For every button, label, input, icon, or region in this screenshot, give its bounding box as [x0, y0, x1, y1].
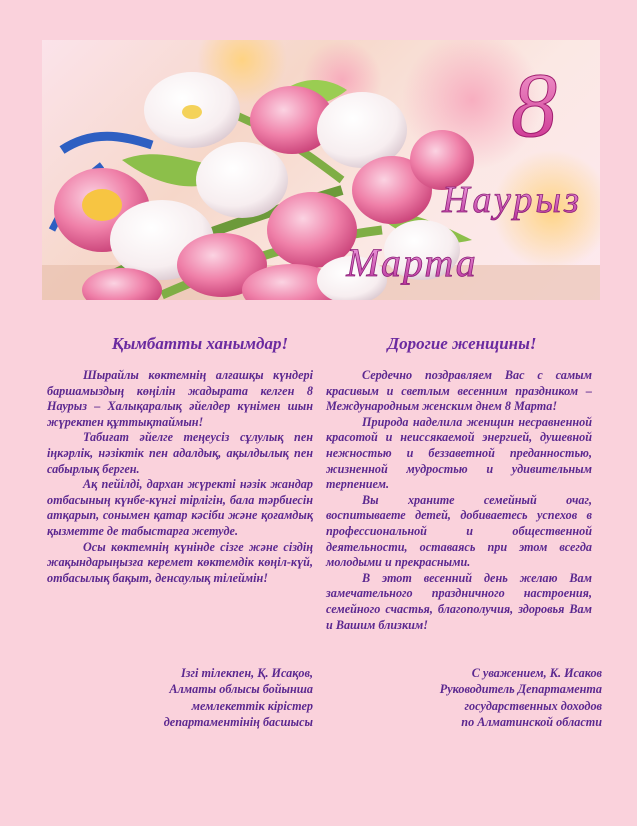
- word-marta: Марта: [346, 240, 478, 285]
- number-eight: 8: [511, 54, 557, 156]
- word-nauryz: Наурыз: [442, 179, 582, 221]
- right-title: Дорогие женщины!: [387, 334, 537, 353]
- signature-line: мемлекеттік кірістер: [191, 698, 313, 713]
- greeting-paragraph: Ақ пейілді, дархан жүректі нәзік жандар отбасының күнбе-күнгі тірлігін, бала тәрбиесін атқарып, сонымен қатар кәсіби және қоғамдық қызметте де табыстарға жетуде.: [47, 477, 313, 538]
- right-greeting-body: [326, 368, 592, 633]
- signature-line: департаментінің басшысы: [163, 714, 313, 729]
- left-signature: [41, 665, 313, 730]
- left-title: Қымбатты ханымдар!: [111, 334, 289, 353]
- greeting-paragraph: В этот весенний день желаю Вам замечательного праздничного настроения, семейного счастья, благополучия, здоровья Вам и Вашим близким!: [326, 570, 592, 632]
- right-signature: [330, 665, 602, 730]
- header-banner: [42, 40, 600, 300]
- signature-line: С уважением, К. Исаков: [471, 666, 602, 680]
- greeting-paragraph: Табиғат әйелге теңеусіз сұлулық пен іңкәрлік, нәзіктік пен адалдық, ақылдылық пен сабырлық берген.: [47, 430, 313, 476]
- greeting-paragraph: Сердечно поздравляем Вас с самым красивым и светлым весенним праздником – Международным женским днем 8 Марта!: [326, 368, 592, 414]
- signature-line: Руководитель Департамента: [439, 682, 602, 697]
- signature-line: Алматы облысы бойынша: [169, 682, 313, 697]
- greeting-paragraph: Осы көктемнің күнінде сізге және сіздің жақындарыңызға керемет көктемдік көңіл-күй, отбасылық бақыт, денсаулық тілеймін!: [47, 539, 313, 585]
- greeting-paragraph: Природа наделила женщин несравненной красотой и неиссякаемой энергией, душевной нежностью и беззаветной преданностью, жизненной мудростью и удивительным терпением.: [326, 414, 592, 492]
- greeting-paragraph: Вы храните семейный очаг, воспитываете детей, добиваетесь успехов в профессиональной и общественной деятельности, оставаясь при этом всегда молодыми и прекрасными.: [326, 492, 592, 570]
- left-greeting-body: [47, 368, 313, 586]
- signature-line: Ізгі тілекпен, Қ. Исақов,: [181, 666, 313, 680]
- signature-line: по Алматинской области: [461, 714, 602, 729]
- greeting-paragraph: Шырайлы көктемнің алғашқы күндері баршамыздың көңілін жадырата келген 8 Наурыз – Халықаралық әйелдер күнімен шын жүректен құттықтаймын!: [47, 368, 313, 429]
- tulip-bouquet-image: [42, 40, 600, 300]
- signature-line: государственных доходов: [464, 698, 602, 713]
